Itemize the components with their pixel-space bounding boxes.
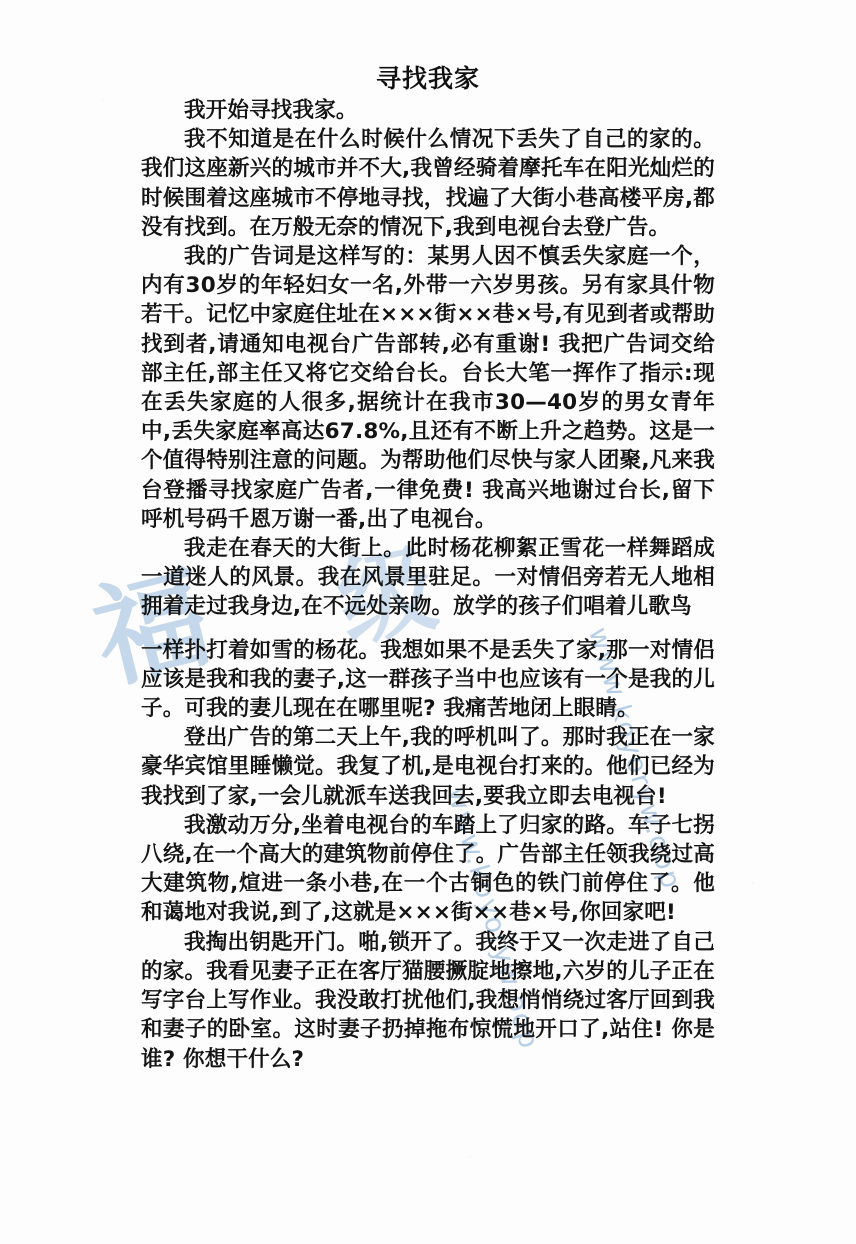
watermark-url-secondary: www.koyoryw.oop — [440, 784, 545, 1054]
paragraph: 我开始寻找我家。 — [184, 98, 358, 123]
paragraph: 我不知道是在什么时候什么情况下丢失了自己的家的。我们这座新兴的城市并不大,我曾经骑着摩托车在阳光灿烂的时候围着这座城市不停地寻找，找遍了大街小巷高楼平房,都没有找到。在万般无奈的情况下,我到电视台去登广告。 — [141, 127, 715, 240]
paragraph: 登出广告的第二天上午,我的呼机叫了。那时我正在一家豪华宾馆里睡懒觉。我复了机,是电视台打来的。他们已经为我找到了家,一会儿就派车送我回去,要我立即去电视台! — [141, 725, 715, 809]
watermark-url: www.koyoryw.oop — [582, 624, 687, 894]
text-column — [141, 96, 715, 1074]
paragraph: 一样扑打着如雪的杨花。我想如果不是丢失了家,那一对情侣应该是我和我的妻子,这一群孩子当中也应该有一个是我的儿子。可我的妻儿现在在哪里呢? 我痛苦地闭上眼睛。 — [141, 637, 715, 722]
paragraph: 我的广告词是这样写的：某男人因不慎丢失家庭一个，内有30岁的年轻妇女一名,外带一六岁男孩。另有家具什物若干。记忆中家庭住址在×××街××巷×号,有见到者或帮助找到者,请通知电视台广告部转,必有重谢! 我把广告词交给部主任,部主任又将它交给台长。台长大笔一挥作了指示:现在丢失家庭的人很多,据统计在我市30—40岁的男女青年中,丢失家庭率高达67.8%,且还有不断上升之趋势。这是一个值得特别注意的问题。为帮助他们尽快与家人团聚,凡来我台登播寻找家庭广告者,一律免费! 我高兴地谢过台长,留下呼机号码千恩万谢一番,出了电视台。 — [141, 244, 715, 532]
paragraph: 我走在春天的大街上。此时杨花柳絮正雪花一样舞蹈成一道迷人的风景。我在风景里驻足。一对情侣旁若无人地相拥着走过我身边,在不远处亲吻。放学的孩子们唱着儿歌鸟 — [141, 536, 715, 620]
watermark-glyph: 福 — [81, 552, 223, 706]
scan-seam-gap — [141, 622, 715, 636]
paragraph: 我激动万分,坐着电视台的车踏上了归家的路。车子七拐八绕,在一个高大的建筑物前停住了。广告部主任领我绕过高大建筑物,煊进一条小巷,在一个古铜色的铁门前停住了。他和蔼地对我说,到了,这就是×××街××巷×号,你回家吧! — [141, 812, 715, 926]
paragraph: 我掏出钥匙开门。啪,锁开了。我终于又一次走进了自己的家。我看见妻子正在客厅猫腰撅腚地擦地,六岁的儿子正在写字台上写作业。我没敢打扰他们,我想悄悄绕过客厅回到我和妻子的卧室。这时妻子扔掉拖布惊慌地开口了,站住! 你是谁? 你想干什么? — [141, 929, 715, 1072]
watermark-glyph-secondary: 级 — [328, 532, 446, 662]
page-title: 寻找我家 — [375, 63, 480, 93]
